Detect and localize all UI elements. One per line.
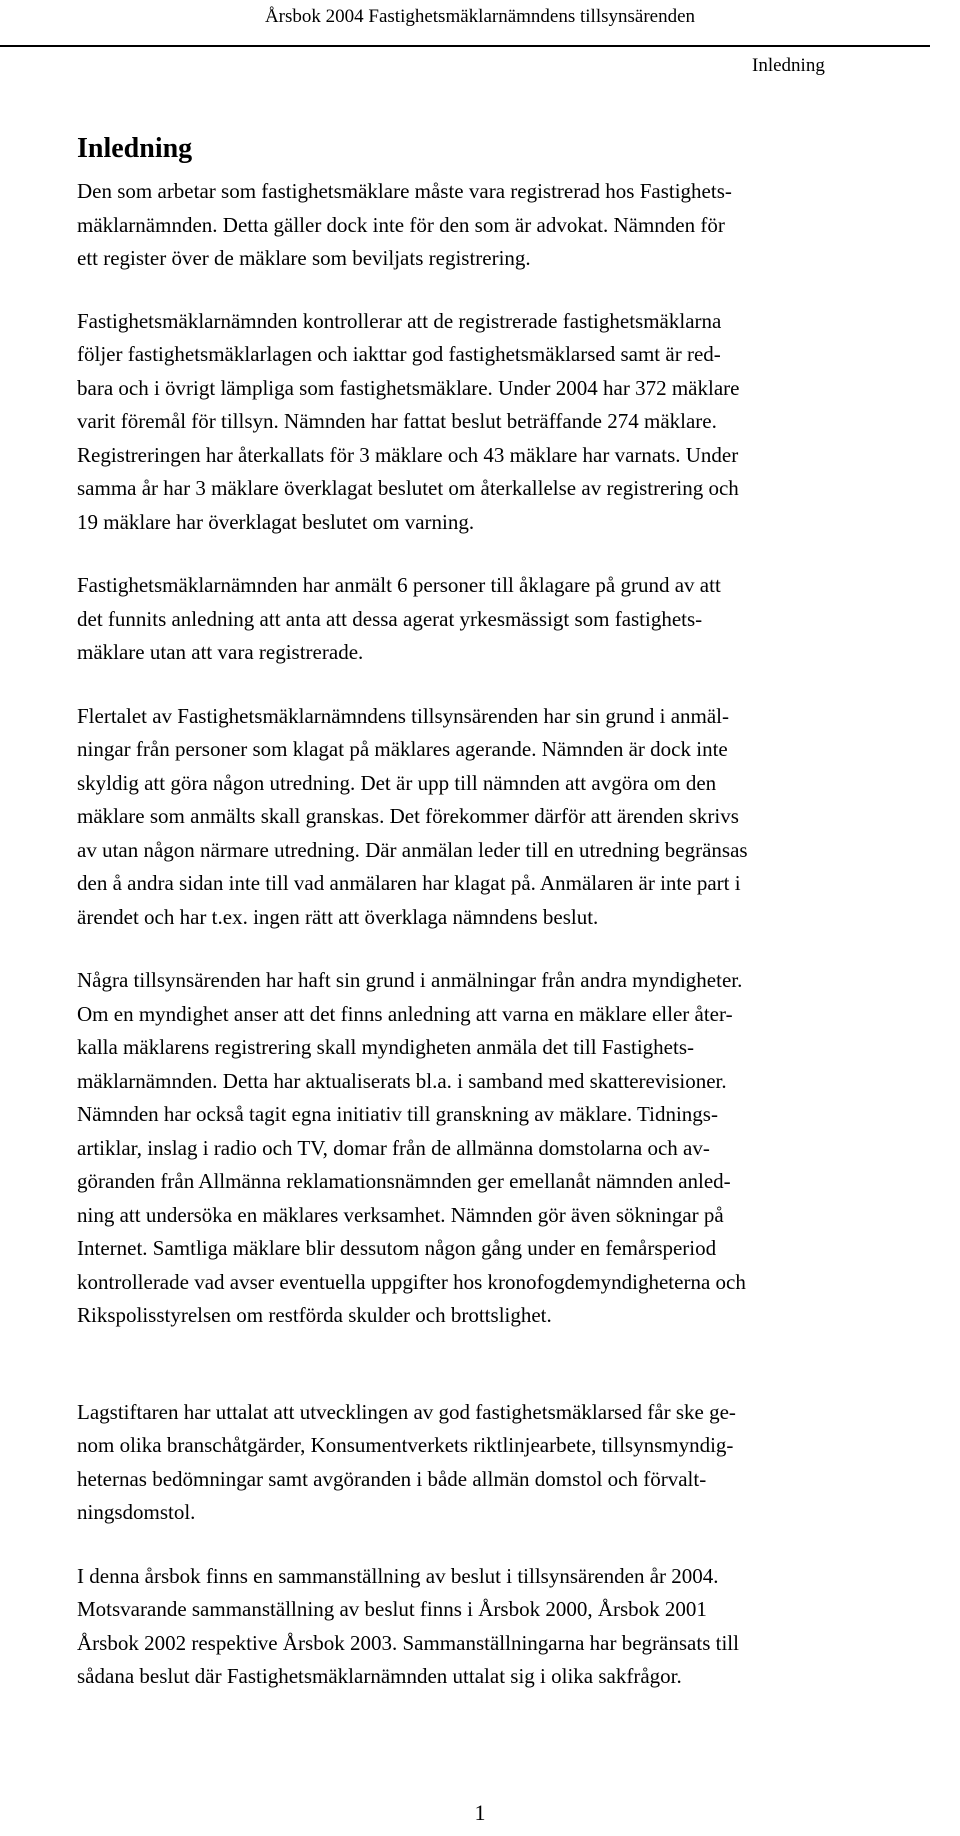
section-label: Inledning bbox=[752, 55, 825, 76]
page-number: 1 bbox=[474, 1800, 486, 1825]
paragraph-prosecutor: Fastighetsmäklarnämnden har anmält 6 personer till åklagare på grund av att det funnits anledning att anta att dessa agerat yrkesmässigt som fastighets- mäklare utan att vara registrerade. bbox=[77, 573, 721, 664]
paragraph-registration: Den som arbetar som fastighetsmäklare måste vara registrerad hos Fastighets- mäklarnämnden. Detta gäller dock inte för den som är advokat. Nämnden för ett register över de mäklare som beviljats registrering. bbox=[77, 179, 732, 270]
paragraph-legislator: Lagstiftaren har uttalat att utvecklingen av god fastighetsmäklarsed får ske ge- nom olika branschåtgärder, Konsumentverkets riktlinjearbete, tillsynsmyndig- heternas bedömningar samt avgöranden i både allmän domstol och förvalt- ningsdomstol. bbox=[77, 1399, 736, 1524]
running-header-title: Årsbok 2004 Fastighetsmäklarnämndens tillsynsärenden bbox=[264, 6, 696, 27]
paragraph-yearbook: I denna årsbok finns en sammanställning av beslut i tillsynsärenden år 2004. Motsvarande sammanställning av beslut finns i Årsbok 2000, Årsbok 2001 Årsbok 2002 respektive Årsbok 2003. Sammanställningarna har begränsats till sådana beslut där Fastighetsmäklarnämnden uttalat sig i olika sakfrågor. bbox=[77, 1563, 739, 1688]
header-rule bbox=[0, 45, 930, 47]
paragraph-authorities: Några tillsynsärenden har haft sin grund i anmälningar från andra myndigheter. Om en myndighet anser att det finns anledning att varna en mäklare eller åter- kalla mäklarens registrering skall myndigheten anmäla det till Fastighets- mäklarnämnden. Detta har aktualiserats bl.a. i samband med skatterevisioner. Nämnden har också tagit egna initiativ till granskning av mäklare. Tidnings- artiklar, inslag i radio och TV, domar från de allmänna domstolarna och av- göranden från Allmänna reklamationsnämnden ger emellanåt nämnden anled- ning att undersöka en mäklares verksamhet. Nämnden gör även sökningar på Internet. Samtliga mäklare blir dessutom någon gång under en femårsperiod kontrollerade vad avser eventuella uppgifter hos kronofogdemyndigheterna och Rikspolisstyrelsen om restförda skulder och brottslighet. bbox=[77, 968, 746, 1327]
page-title: Inledning bbox=[77, 133, 193, 164]
paragraph-complaints: Flertalet av Fastighetsmäklarnämndens tillsynsärenden har sin grund i anmäl- ningar från personer som klagat på mäklares agerande. Nämnden är dock inte skyldig att göra någon utredning. Det är upp till nämnden att avgöra om den mäklare som anmälts skall granskas. Det förekommer därför att ärenden skrivs av utan någon närmare utredning. Där anmälan leder till en utredning begränsas den å andra sidan inte till vad anmälaren har klagat på. Anmälaren är inte part i ärendet och har t.ex. ingen rätt att överklaga nämndens beslut. bbox=[77, 703, 748, 929]
body-text bbox=[77, 175, 927, 1694]
paragraph-supervision: Fastighetsmäklarnämnden kontrollerar att de registrerade fastighetsmäklarna följer fastighetsmäklarlagen och iakttar god fastighetsmäklarsed samt är red- bara och i övrigt lämpliga som fastighetsmäklare. Under 2004 har 372 mäklare varit föremål för tillsyn. Nämnden har fattat beslut beträffande 274 mäklare. Registreringen har återkallats för 3 mäklare och 43 mäklare har varnats. Under samma år har 3 mäklare överklagat beslutet om återkallelse av registrering och 19 mäklare har överklagat beslutet om varning. bbox=[77, 308, 740, 534]
